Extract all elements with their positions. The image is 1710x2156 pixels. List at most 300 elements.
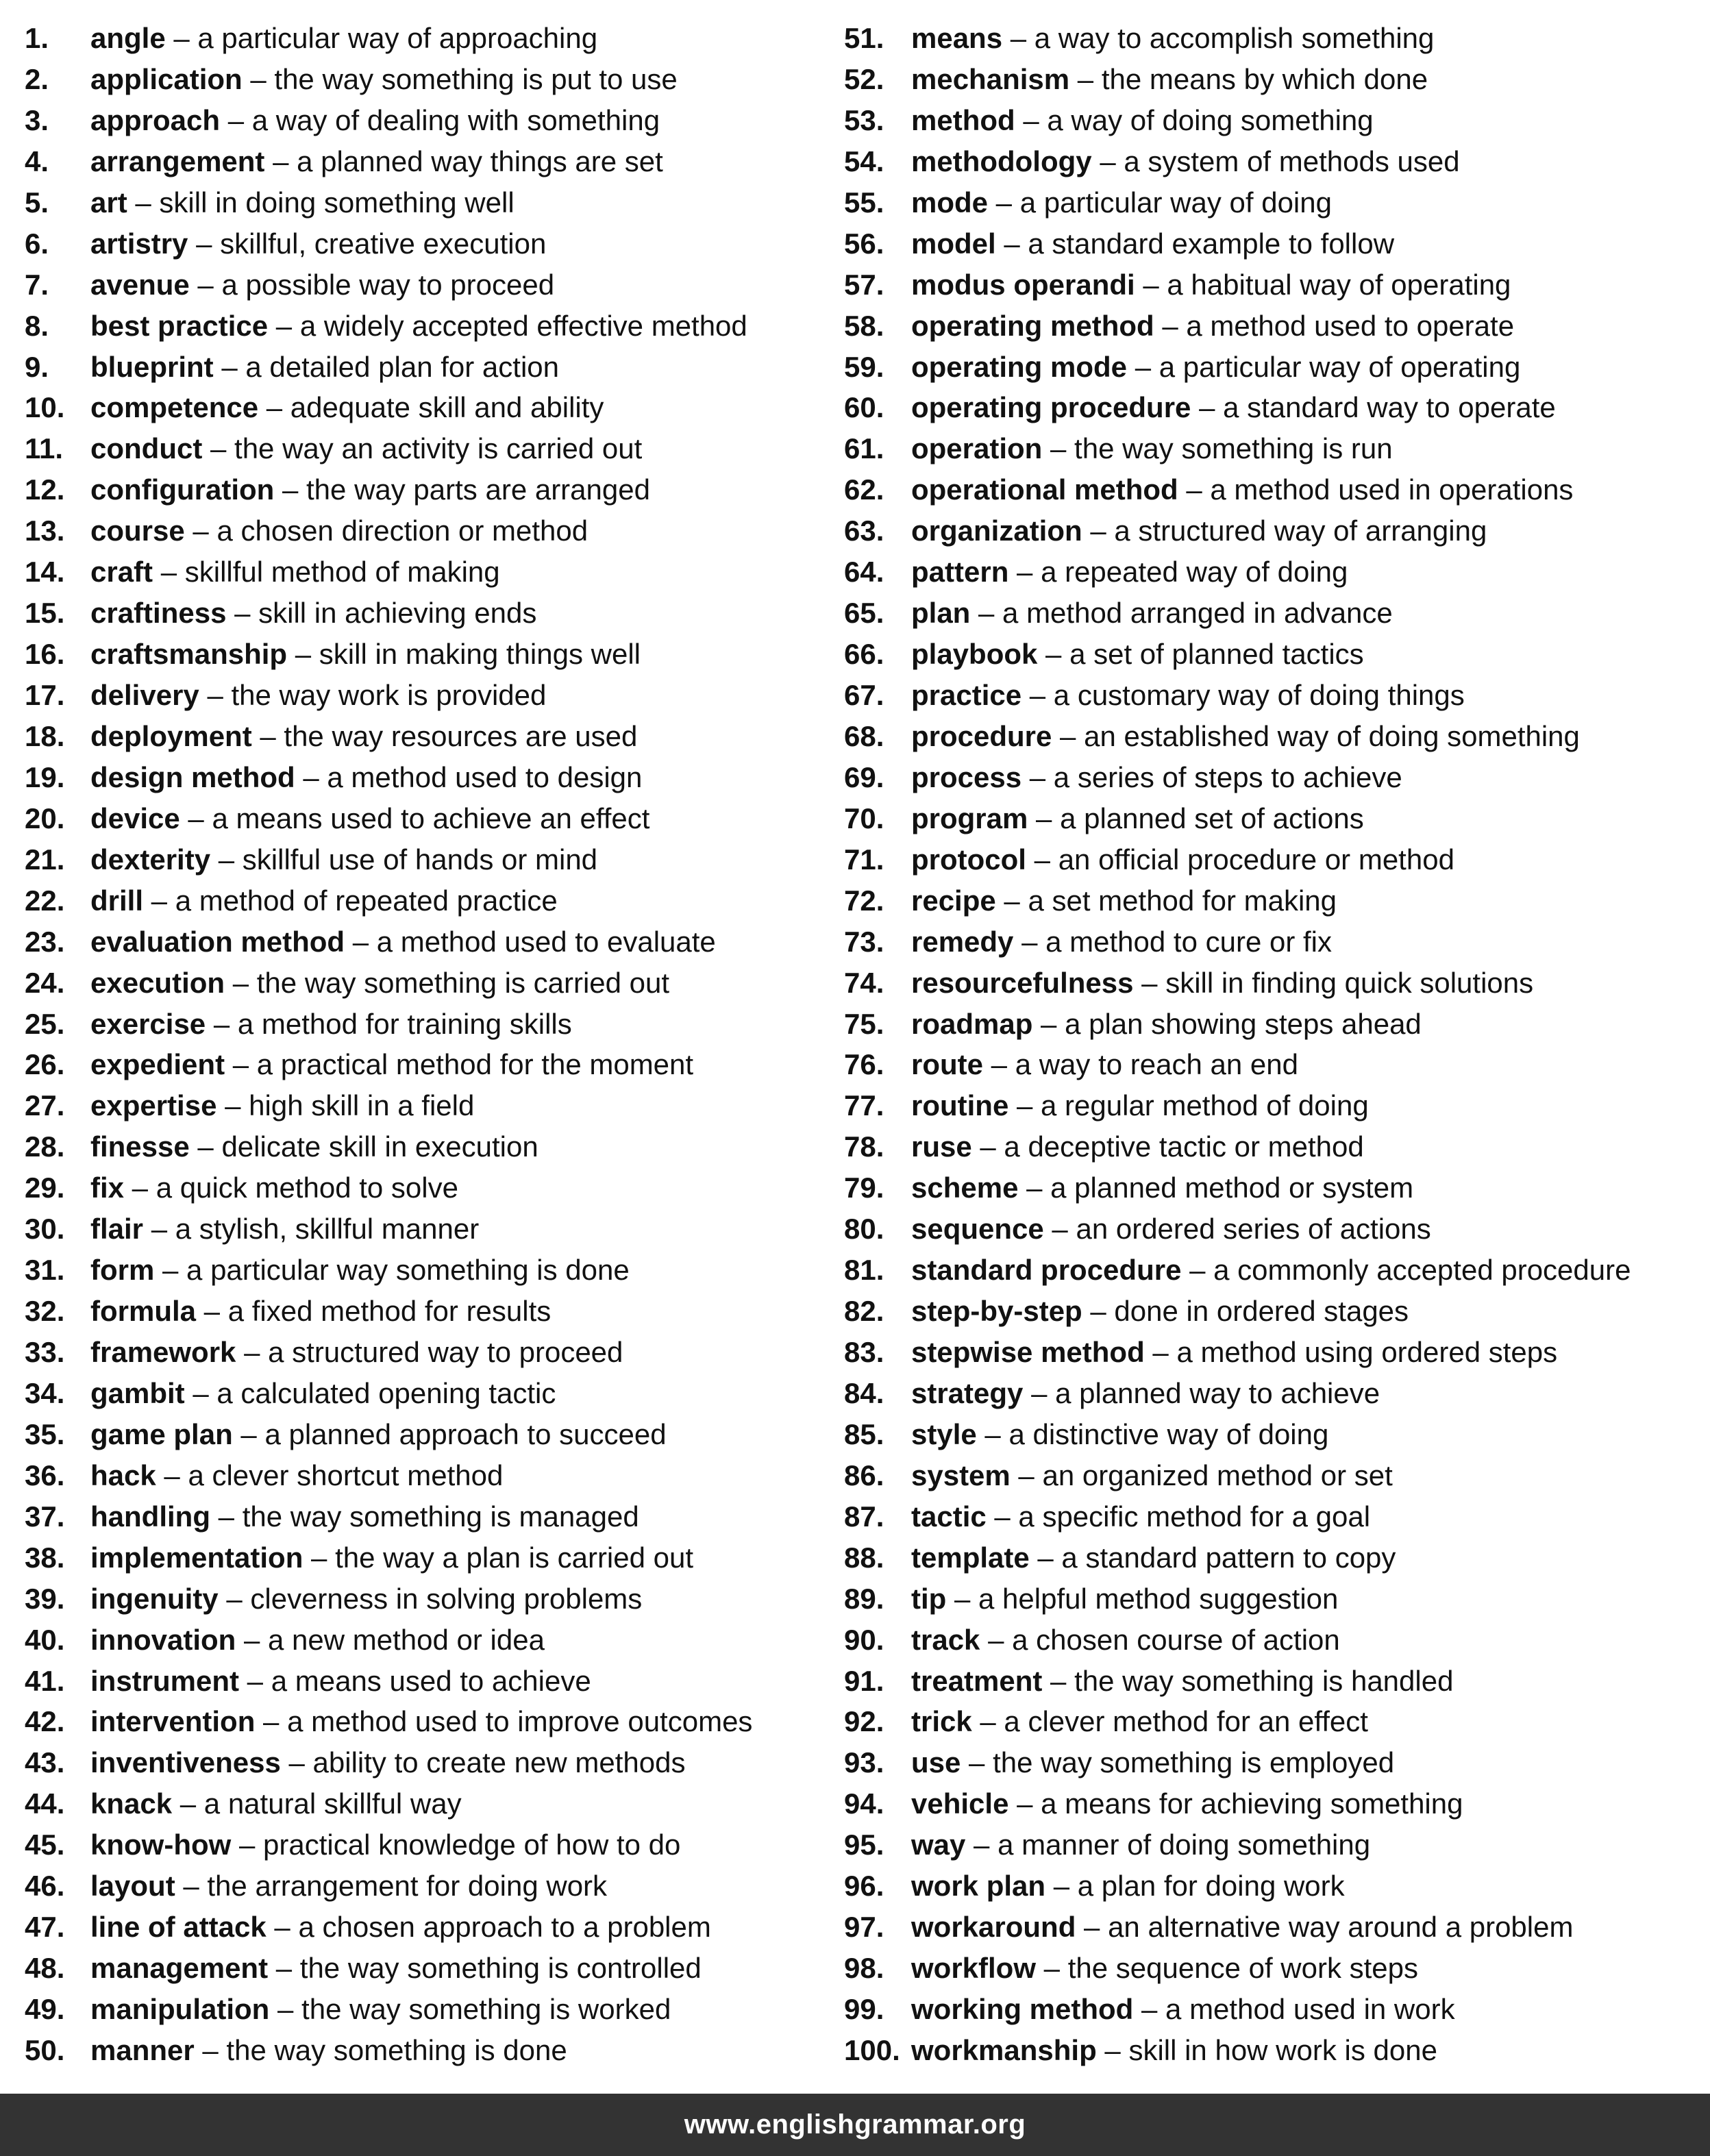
item-term: organization (911, 515, 1082, 547)
item-term: craft (90, 556, 153, 588)
item-number: 3. (25, 103, 49, 136)
item-definition: a method used to operate (1186, 309, 1515, 342)
list-item (25, 510, 833, 552)
list-item (844, 1332, 1700, 1373)
item-dash: – (184, 515, 217, 547)
item-dash: – (210, 843, 243, 876)
list-item (844, 1620, 1700, 1661)
item-number: 93. (844, 1746, 884, 1779)
item-dash: – (1036, 1952, 1068, 1985)
item-definition: the way parts are arranged (306, 473, 650, 506)
item-number: 70. (844, 802, 884, 834)
item-number: 14. (25, 556, 65, 588)
item-number: 25. (25, 1007, 65, 1040)
list-item (25, 1742, 833, 1783)
item-text (90, 141, 663, 182)
item-dash: – (218, 1582, 251, 1615)
item-text (911, 264, 1511, 306)
item-dash: – (287, 638, 319, 671)
item-term: form (90, 1254, 155, 1287)
item-dash: – (1091, 145, 1124, 177)
word-list (0, 18, 1710, 2072)
item-definition: a means used to achieve (271, 1664, 591, 1697)
item-dash: – (172, 1787, 204, 1820)
item-text (911, 1537, 1396, 1578)
item-term: conduct (90, 432, 203, 465)
item-term: protocol (911, 843, 1026, 876)
item-number: 58. (844, 309, 884, 342)
list-item (25, 1455, 833, 1496)
item-term: model (911, 227, 996, 260)
item-text (911, 1701, 1368, 1742)
item-number: 26. (25, 1048, 65, 1081)
item-definition: the means by which done (1101, 62, 1428, 95)
item-dash: – (1178, 473, 1211, 506)
item-number: 1. (25, 22, 49, 54)
item-dash: – (184, 1376, 217, 1409)
item-definition: a new method or idea (268, 1623, 545, 1656)
item-term: route (911, 1048, 983, 1081)
list-item (25, 100, 833, 141)
item-term: treatment (911, 1664, 1043, 1697)
item-number: 51. (844, 22, 884, 54)
item-dash: – (1127, 350, 1159, 383)
item-number: 65. (844, 597, 884, 630)
list-item (844, 1783, 1700, 1824)
item-dash: – (268, 309, 300, 342)
item-text (911, 1209, 1431, 1250)
item-number: 66. (844, 638, 884, 671)
list-item (844, 716, 1700, 757)
item-term: process (911, 760, 1022, 793)
item-text (90, 2030, 567, 2071)
item-term: hack (90, 1459, 156, 1491)
item-dash: – (1076, 1911, 1108, 1944)
item-definition: the way work is provided (231, 679, 547, 711)
item-term: means (911, 22, 1003, 54)
item-term: deployment (90, 719, 252, 752)
item-dash: – (1002, 22, 1034, 54)
item-number: 22. (25, 884, 65, 917)
item-text (911, 182, 1332, 223)
item-term: vehicle (911, 1787, 1009, 1820)
item-dash: – (280, 1746, 313, 1779)
item-number: 62. (844, 473, 884, 506)
item-text (911, 1989, 1455, 2030)
item-term: evaluation method (90, 925, 345, 958)
item-number: 73. (844, 925, 884, 958)
item-definition: a quick method to solve (156, 1172, 458, 1204)
item-dash: – (216, 1089, 249, 1122)
list-item (25, 921, 833, 963)
item-definition: a system of methods used (1124, 145, 1460, 177)
item-text (911, 141, 1460, 182)
item-text (90, 264, 554, 306)
list-item (844, 593, 1700, 634)
item-number: 6. (25, 227, 49, 260)
item-number: 33. (25, 1336, 65, 1368)
item-text (90, 1537, 693, 1578)
list-item (844, 1907, 1700, 1948)
item-term: configuration (90, 473, 275, 506)
item-text (90, 716, 637, 757)
item-dash: – (255, 1705, 288, 1738)
list-item (844, 1373, 1700, 1414)
list-item (844, 1742, 1700, 1783)
item-text (90, 1948, 702, 1989)
item-term: operating mode (911, 350, 1128, 383)
item-definition: a way to reach an end (1015, 1048, 1298, 1081)
item-dash: – (1018, 1172, 1051, 1204)
item-number: 68. (844, 719, 884, 752)
list-item (25, 634, 833, 675)
list-item (844, 1496, 1700, 1537)
item-number: 37. (25, 1500, 65, 1533)
list-item (25, 880, 833, 921)
item-term: fix (90, 1172, 125, 1204)
list-item (844, 100, 1700, 141)
item-number: 48. (25, 1952, 65, 1985)
item-definition: skillful, creative execution (220, 227, 547, 260)
list-item (844, 141, 1700, 182)
item-text (90, 1209, 479, 1250)
item-number: 5. (25, 186, 49, 219)
item-definition: the way something is controlled (299, 1952, 702, 1985)
list-item (25, 1948, 833, 1989)
item-number: 82. (844, 1295, 884, 1328)
footer-website-url: www.englishgrammar.org (684, 2109, 1026, 2140)
item-definition: an organized method or set (1042, 1459, 1393, 1491)
item-dash: – (175, 1870, 208, 1903)
item-definition: a method for training skills (237, 1007, 572, 1040)
item-dash: – (213, 350, 246, 383)
item-text (911, 59, 1428, 100)
list-item (844, 634, 1700, 675)
list-item (25, 1291, 833, 1332)
word-list-column-left (25, 18, 833, 2071)
list-item (25, 428, 833, 469)
item-term: way (911, 1829, 966, 1861)
item-text (90, 1126, 538, 1167)
item-term: workflow (911, 1952, 1037, 1985)
item-term: scheme (911, 1172, 1019, 1204)
item-text (911, 634, 1364, 675)
item-number: 96. (844, 1870, 884, 1903)
list-item (844, 1948, 1700, 1989)
list-item (25, 223, 833, 264)
item-text (90, 1085, 474, 1126)
item-definition: a chosen direction or method (216, 515, 588, 547)
item-dash: – (232, 1417, 265, 1450)
item-dash: – (143, 884, 175, 917)
item-term: operation (911, 432, 1043, 465)
list-item (844, 552, 1700, 593)
list-item (25, 593, 833, 634)
item-dash: – (988, 186, 1020, 219)
item-dash: – (189, 268, 222, 301)
item-number: 77. (844, 1089, 884, 1122)
item-definition: a planned set of actions (1060, 802, 1364, 834)
item-dash: – (189, 1130, 222, 1163)
item-text (90, 839, 597, 880)
item-number: 10. (25, 391, 65, 424)
item-text (911, 1373, 1380, 1414)
item-text (911, 839, 1454, 880)
item-term: art (90, 186, 127, 219)
item-definition: a plan for doing work (1077, 1870, 1345, 1903)
item-dash: – (156, 1459, 188, 1491)
item-number: 36. (25, 1459, 65, 1491)
item-definition: ability to create new methods (312, 1746, 686, 1779)
item-definition: the way something is carried out (256, 966, 670, 999)
item-dash: – (188, 227, 221, 260)
item-number: 61. (844, 432, 884, 465)
item-dash: – (268, 1952, 300, 1985)
item-definition: a method used in operations (1210, 473, 1574, 506)
item-text (911, 1455, 1393, 1496)
item-number: 2. (25, 62, 49, 95)
item-term: operating procedure (911, 391, 1191, 424)
item-definition: done in ordered stages (1114, 1295, 1409, 1328)
item-term: artistry (90, 227, 188, 260)
item-number: 83. (844, 1336, 884, 1368)
list-item (25, 1620, 833, 1661)
item-text (90, 1004, 572, 1045)
item-definition: a commonly accepted procedure (1213, 1254, 1631, 1287)
item-dash: – (1045, 1870, 1078, 1903)
item-definition: an ordered series of actions (1076, 1213, 1431, 1246)
item-definition: the sequence of work steps (1067, 1952, 1419, 1985)
list-item (25, 1250, 833, 1291)
item-dash: – (995, 884, 1028, 917)
item-dash: – (196, 1295, 228, 1328)
item-term: device (90, 802, 180, 834)
item-number: 16. (25, 638, 65, 671)
item-term: blueprint (90, 350, 214, 383)
item-definition: a stylish, skillful manner (175, 1213, 480, 1246)
item-definition: a widely accepted effective method (299, 309, 747, 342)
item-number: 44. (25, 1787, 65, 1820)
item-term: drill (90, 884, 144, 917)
list-item (844, 839, 1700, 880)
list-item (25, 18, 833, 59)
item-number: 40. (25, 1623, 65, 1656)
list-item (25, 1209, 833, 1250)
item-number: 27. (25, 1089, 65, 1122)
item-text (90, 921, 716, 963)
item-text (90, 1044, 693, 1085)
item-term: dexterity (90, 843, 211, 876)
list-item (844, 1209, 1700, 1250)
item-text (90, 1167, 458, 1209)
item-dash: – (239, 1664, 271, 1697)
item-dash: – (1026, 843, 1058, 876)
item-definition: a calculated opening tactic (216, 1376, 556, 1409)
list-item (844, 1578, 1700, 1620)
item-text (911, 469, 1573, 510)
item-definition: the way something is managed (242, 1500, 639, 1533)
item-text (90, 1989, 671, 2030)
item-number: 52. (844, 62, 884, 95)
item-term: flair (90, 1213, 144, 1246)
item-text (911, 552, 1348, 593)
item-dash: – (1008, 556, 1041, 588)
item-term: methodology (911, 145, 1092, 177)
item-term: framework (90, 1336, 236, 1368)
item-number: 23. (25, 925, 65, 958)
list-item (25, 1701, 833, 1742)
item-number: 80. (844, 1213, 884, 1246)
item-dash: – (266, 1911, 299, 1944)
item-term: sequence (911, 1213, 1044, 1246)
item-term: strategy (911, 1376, 1024, 1409)
item-definition: a method to cure or fix (1045, 925, 1332, 958)
item-number: 86. (844, 1459, 884, 1491)
list-item (25, 1044, 833, 1085)
item-text (90, 1742, 685, 1783)
item-dash: – (1144, 1336, 1177, 1368)
list-item (25, 1414, 833, 1455)
item-dash: – (1181, 1254, 1214, 1287)
list-item (25, 1085, 833, 1126)
list-item (844, 347, 1700, 388)
item-definition: skill in achieving ends (258, 597, 537, 630)
item-text (911, 1866, 1345, 1907)
item-number: 90. (844, 1623, 884, 1656)
item-definition: high skill in a field (249, 1089, 475, 1122)
item-term: tactic (911, 1500, 987, 1533)
item-definition: a means for achieving something (1041, 1787, 1463, 1820)
item-definition: a chosen course of action (1012, 1623, 1340, 1656)
item-text (90, 1250, 630, 1291)
item-definition: a habitual way of operating (1167, 268, 1511, 301)
item-text (911, 1414, 1328, 1455)
item-text (911, 347, 1520, 388)
item-term: handling (90, 1500, 210, 1533)
item-definition: skillful method of making (184, 556, 500, 588)
list-item (844, 510, 1700, 552)
item-dash: – (202, 432, 235, 465)
item-text (911, 880, 1337, 921)
item-text (90, 1661, 591, 1702)
item-definition: skill in doing something well (159, 186, 515, 219)
item-dash: – (1043, 1213, 1076, 1246)
list-item (844, 59, 1700, 100)
item-definition: a particular way something is done (186, 1254, 630, 1287)
item-term: inventiveness (90, 1746, 281, 1779)
item-definition: a structured way to proceed (268, 1336, 623, 1368)
item-number: 53. (844, 103, 884, 136)
item-term: plan (911, 597, 971, 630)
item-number: 11. (25, 432, 64, 465)
item-text (911, 1578, 1338, 1620)
list-item (844, 2030, 1700, 2071)
item-dash: – (1037, 638, 1070, 671)
item-number: 42. (25, 1705, 65, 1738)
list-item (844, 1989, 1700, 2030)
item-term: execution (90, 966, 225, 999)
item-dash: – (179, 802, 212, 834)
item-dash: – (1082, 515, 1115, 547)
item-dash: – (1028, 802, 1061, 834)
item-term: design method (90, 760, 295, 793)
item-text (911, 1742, 1394, 1783)
item-term: layout (90, 1870, 175, 1903)
item-dash: – (1069, 62, 1102, 95)
item-term: modus operandi (911, 268, 1135, 301)
item-dash: – (980, 1623, 1013, 1656)
item-number: 72. (844, 884, 884, 917)
item-term: course (90, 515, 185, 547)
item-definition: a set method for making (1028, 884, 1337, 917)
list-item (25, 59, 833, 100)
list-item (844, 1085, 1700, 1126)
item-text (90, 306, 747, 347)
item-definition: an official procedure or method (1058, 843, 1454, 876)
item-dash: – (961, 1746, 993, 1779)
list-item (844, 880, 1700, 921)
item-dash: – (226, 597, 259, 630)
item-definition: a plan showing steps ahead (1065, 1007, 1422, 1040)
list-item (25, 1332, 833, 1373)
list-item (25, 182, 833, 223)
item-dash: – (1010, 1459, 1043, 1491)
item-term: ingenuity (90, 1582, 219, 1615)
item-dash: – (946, 1582, 979, 1615)
item-number: 84. (844, 1376, 884, 1409)
item-term: working method (911, 1993, 1134, 2025)
item-definition: skill in finding quick solutions (1165, 966, 1534, 999)
item-text (90, 510, 588, 552)
item-number: 18. (25, 719, 65, 752)
item-dash: – (199, 679, 232, 711)
item-number: 41. (25, 1664, 65, 1697)
item-text (90, 59, 678, 100)
item-text (90, 100, 660, 141)
item-term: approach (90, 103, 221, 136)
list-item (25, 1661, 833, 1702)
item-term: procedure (911, 719, 1052, 752)
list-item (25, 675, 833, 716)
item-term: exercise (90, 1007, 206, 1040)
item-number: 15. (25, 597, 65, 630)
item-number: 99. (844, 1993, 884, 2025)
item-definition: a method of repeated practice (175, 884, 558, 917)
item-number: 54. (844, 145, 884, 177)
item-term: remedy (911, 925, 1014, 958)
item-dash: – (231, 1829, 264, 1861)
item-dash: – (269, 1993, 302, 2025)
item-dash: – (194, 2033, 227, 2066)
item-term: line of attack (90, 1911, 267, 1944)
item-number: 89. (844, 1582, 884, 1615)
item-number: 29. (25, 1172, 65, 1204)
item-text (911, 2030, 1437, 2071)
item-text (911, 428, 1393, 469)
item-number: 17. (25, 679, 65, 711)
item-dash: – (264, 145, 297, 177)
item-term: workmanship (911, 2033, 1097, 2066)
item-definition: a method used to design (327, 760, 643, 793)
item-definition: practical knowledge of how to do (263, 1829, 681, 1861)
item-definition: a specific method for a goal (1018, 1500, 1371, 1533)
item-definition: a clever shortcut method (188, 1459, 504, 1491)
item-number: 34. (25, 1376, 65, 1409)
list-item (844, 264, 1700, 306)
item-text (90, 1578, 642, 1620)
item-term: operating method (911, 309, 1154, 342)
item-definition: a planned method or system (1050, 1172, 1414, 1204)
